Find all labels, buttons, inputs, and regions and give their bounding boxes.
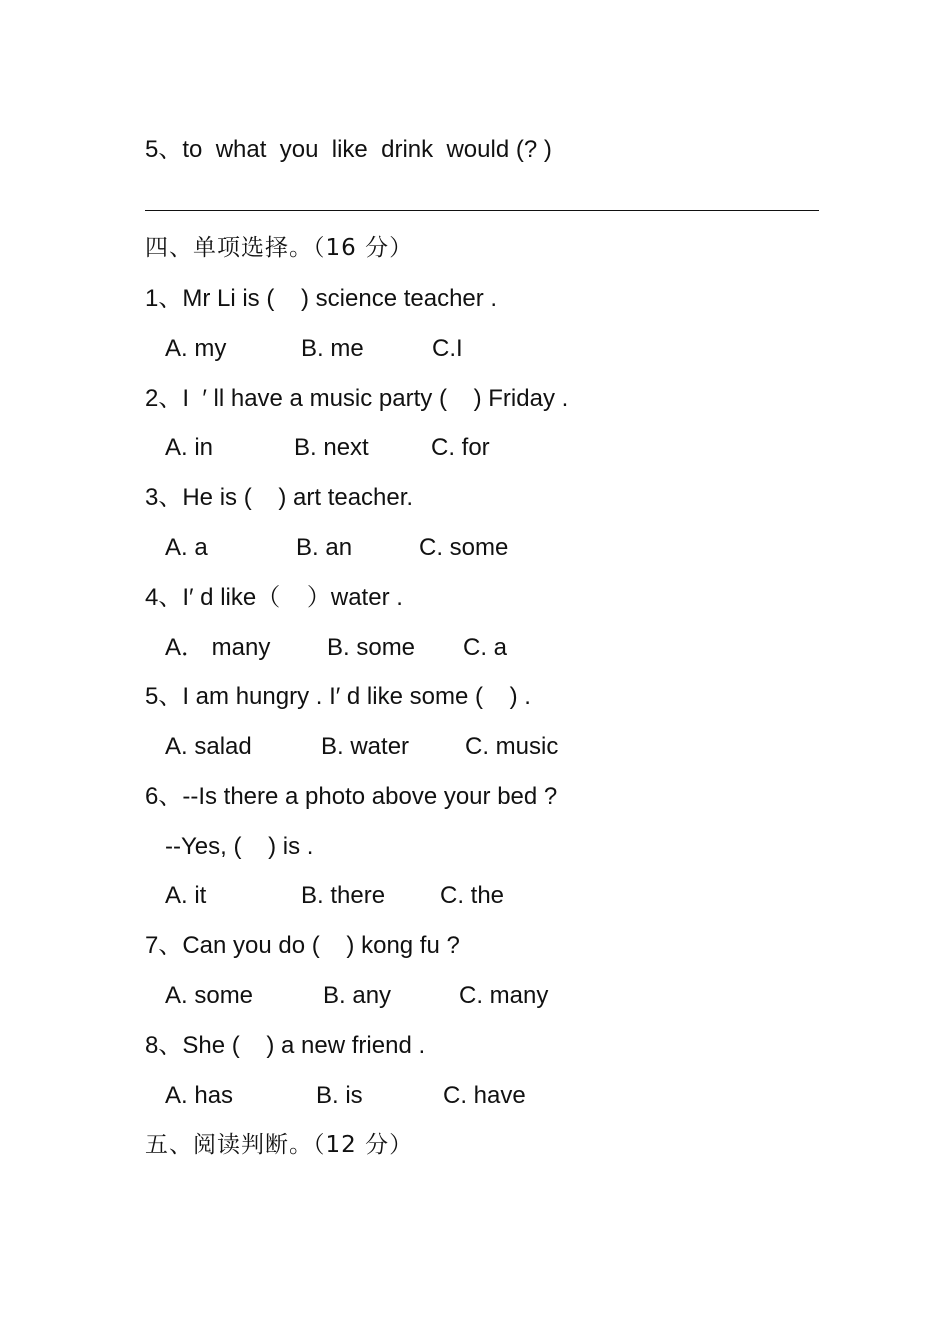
option-a: A. some xyxy=(165,982,254,1009)
option-c: C. a xyxy=(463,634,508,661)
question-2-options xyxy=(165,433,765,463)
question-6-reply: --Yes, ( ) is . xyxy=(165,833,314,860)
question-2: 2、I ′ ll have a music party ( ) Friday . xyxy=(145,385,569,412)
option-a: A. a xyxy=(165,534,208,561)
option-b: B. next xyxy=(294,434,369,461)
option-b: B. any xyxy=(323,982,392,1009)
question-6-options xyxy=(165,881,765,911)
question-7: 7、Can you do ( ) kong fu ? xyxy=(145,932,460,959)
question-8: 8、She ( ) a new friend . xyxy=(145,1032,426,1059)
question-4-options xyxy=(165,633,765,663)
option-b: B. some xyxy=(327,634,416,661)
option-c: C. some xyxy=(419,534,509,561)
question-5: 5、I am hungry . I′ d like some ( ) . xyxy=(145,683,531,710)
question-5-options xyxy=(165,732,765,762)
section-5-heading: 五、阅读判断。（12 分） xyxy=(145,1132,414,1158)
question-3-options xyxy=(165,533,765,563)
option-b: B. is xyxy=(316,1082,363,1109)
option-c: C.I xyxy=(432,335,463,362)
option-a: A. it xyxy=(165,882,207,909)
question-1-options xyxy=(165,334,765,364)
option-a: A. my xyxy=(165,335,227,362)
option-a: A． many xyxy=(165,634,271,661)
option-a: A. salad xyxy=(165,733,252,760)
answer-line xyxy=(145,210,819,211)
option-b: B. water xyxy=(321,733,410,760)
option-b: B. an xyxy=(296,534,353,561)
question-4: 4、I′ d like（ ）water . xyxy=(145,584,403,611)
option-c: C. for xyxy=(431,434,490,461)
section-4-heading: 四、单项选择。（16 分） xyxy=(145,235,414,261)
question-3: 3、He is ( ) art teacher. xyxy=(145,484,414,511)
question-1: 1、Mr Li is ( ) science teacher . xyxy=(145,285,498,312)
option-b: B. there xyxy=(301,882,386,909)
option-c: C. many xyxy=(459,982,549,1009)
option-c: C. the xyxy=(440,882,505,909)
option-c: C. music xyxy=(465,733,559,760)
question-8-options xyxy=(165,1081,765,1111)
option-c: C. have xyxy=(443,1082,526,1109)
question-6: 6、--Is there a photo above your bed ? xyxy=(145,783,558,810)
option-b: B. me xyxy=(301,335,364,362)
question-7-options xyxy=(165,981,765,1011)
option-a: A. in xyxy=(165,434,214,461)
option-a: A. has xyxy=(165,1082,234,1109)
prev-question-5: 5、to what you like drink would (? ) xyxy=(145,136,552,163)
